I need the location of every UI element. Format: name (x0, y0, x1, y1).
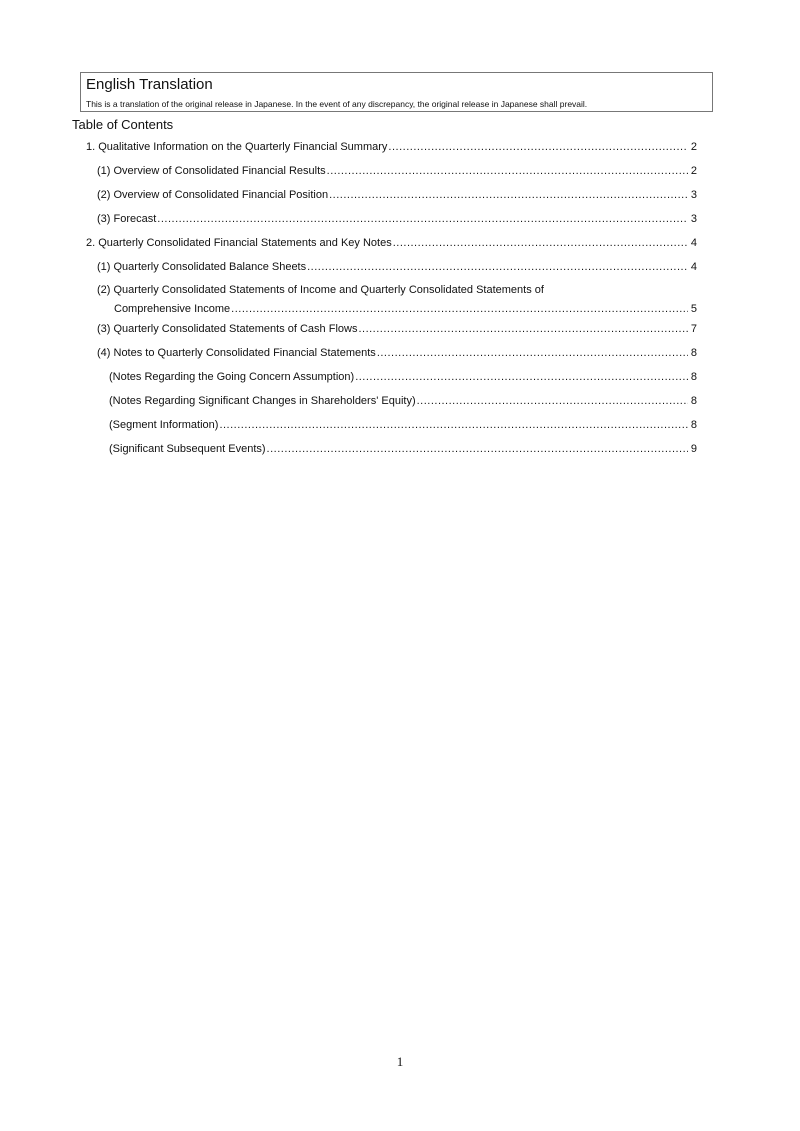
toc-entry-label: 2. Quarterly Consolidated Financial Statements and Key Notes (86, 237, 392, 249)
toc-entry-label: (3) Quarterly Consolidated Statements of Cash Flows (97, 323, 358, 335)
toc-entry-page: 9 (690, 443, 697, 455)
toc-entry-label: (2) Overview of Consolidated Financial Position (97, 189, 329, 201)
toc-entry[interactable] (109, 371, 697, 383)
toc-entry-label: (3) Forecast (97, 213, 157, 225)
toc-entry[interactable] (86, 237, 697, 249)
toc-entry-label: (Significant Subsequent Events) (109, 443, 266, 455)
toc-entry-label: (1) Overview of Consolidated Financial Results (97, 165, 326, 177)
page-number: 1 (396, 1054, 404, 1069)
toc-entry-label[interactable]: (2) Quarterly Consolidated Statements of Income and Quarterly Consolidated Statements of (97, 284, 544, 296)
toc-entry-page: 2 (690, 141, 697, 153)
toc-entry-label: (Notes Regarding Significant Changes in Shareholders' Equity) (109, 395, 416, 407)
toc-entry[interactable] (97, 347, 697, 359)
toc-entry-label: (Notes Regarding the Going Concern Assumption) (109, 371, 355, 383)
toc-entry-label: (Segment Information) (109, 419, 219, 431)
toc-entry[interactable] (109, 395, 697, 407)
toc-entry[interactable] (97, 189, 697, 201)
toc-entry-page: 4 (690, 237, 697, 249)
toc-entry-page: 8 (690, 395, 697, 407)
toc-entry[interactable] (97, 323, 697, 335)
toc-entry-page: 3 (690, 189, 697, 201)
toc-entry[interactable] (97, 165, 697, 177)
notice-title: English Translation (86, 76, 213, 93)
notice-text: This is a translation of the original release in Japanese. In the event of any discrepancy, the original release in Japanese shall prevail. (86, 99, 588, 109)
toc-entry[interactable] (97, 213, 697, 225)
toc-entry-page: 5 (690, 303, 697, 315)
toc-entry[interactable] (86, 141, 697, 153)
toc-entry-page: 3 (690, 213, 697, 225)
toc-entry-page: 8 (690, 419, 697, 431)
toc-entry-page: 8 (690, 347, 697, 359)
toc-entry-label: (4) Notes to Quarterly Consolidated Financial Statements (97, 347, 376, 359)
toc-entry-page: 8 (690, 371, 697, 383)
toc-entry-label: 1. Qualitative Information on the Quarterly Financial Summary (86, 141, 388, 153)
toc-title: Table of Contents (72, 117, 174, 132)
translation-notice-box (80, 72, 713, 112)
toc-entry-page: 2 (690, 165, 697, 177)
toc-entry[interactable] (109, 419, 697, 431)
toc-entry[interactable] (97, 261, 697, 273)
toc-entry-label: (1) Quarterly Consolidated Balance Sheets (97, 261, 307, 273)
toc-entry-label-continued: Comprehensive Income (114, 303, 231, 315)
toc-entry-page: 7 (690, 323, 697, 335)
toc-entry-page: 4 (690, 261, 697, 273)
toc-entry[interactable] (109, 443, 697, 455)
toc-entry[interactable] (114, 303, 697, 315)
